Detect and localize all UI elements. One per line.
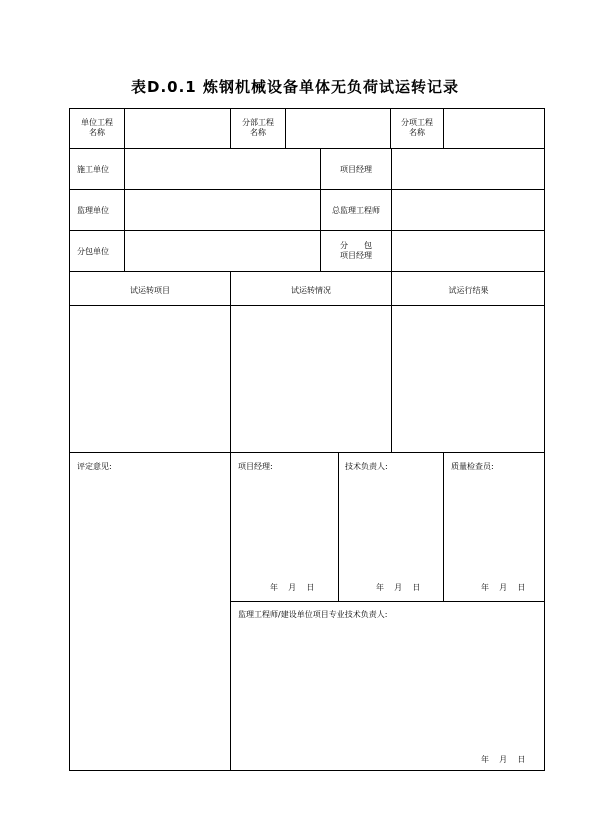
divider: [124, 108, 125, 272]
header-trial-status: 试运转情况: [291, 286, 331, 295]
item-project-label: 分项工程 名称: [401, 118, 433, 137]
supervision-unit-label: 监理单位: [77, 206, 109, 215]
date-field: 年 月 日: [376, 583, 421, 592]
qc-sign-label: 质量检查员:: [451, 462, 494, 471]
divider: [285, 108, 286, 149]
chief-supervisor-label: 总监理工程师: [332, 206, 380, 215]
divider: [69, 271, 545, 272]
sub-project-manager-label: 分 包 项目经理: [340, 241, 372, 260]
divider: [443, 452, 444, 602]
project-manager-sign-label: 项目经理:: [238, 462, 273, 471]
date-field: 年 月 日: [270, 583, 315, 592]
header-trial-item: 试运转项目: [130, 286, 170, 295]
divider: [391, 271, 392, 453]
subcontract-unit-label: 分包单位: [77, 247, 109, 256]
divider: [69, 230, 545, 231]
page-title: 表D.0.1 炼钢机械设备单体无负荷试运转记录: [131, 78, 459, 96]
divider: [443, 108, 444, 149]
evaluation-label: 评定意见:: [77, 462, 112, 471]
record-table: [69, 108, 545, 771]
unit-project-label: 单位工程 名称: [81, 118, 113, 137]
divider: [391, 148, 392, 272]
divider: [230, 108, 231, 149]
divider: [390, 108, 391, 149]
division-project-label: 分部工程 名称: [242, 118, 274, 137]
divider: [69, 148, 545, 149]
date-field: 年 月 日: [481, 755, 526, 764]
project-manager-label: 项目经理: [340, 165, 372, 174]
date-field: 年 月 日: [481, 583, 526, 592]
tech-lead-sign-label: 技术负责人:: [345, 462, 388, 471]
construction-unit-label: 施工单位: [77, 165, 109, 174]
divider: [230, 271, 231, 771]
divider: [69, 452, 545, 453]
supervisor-sign-label: 监理工程师/建设单位项目专业技术负责人:: [238, 610, 388, 619]
header-trial-result: 试运行结果: [448, 286, 489, 295]
divider: [338, 452, 339, 602]
divider: [69, 305, 545, 306]
divider: [69, 189, 545, 190]
divider: [230, 601, 545, 602]
